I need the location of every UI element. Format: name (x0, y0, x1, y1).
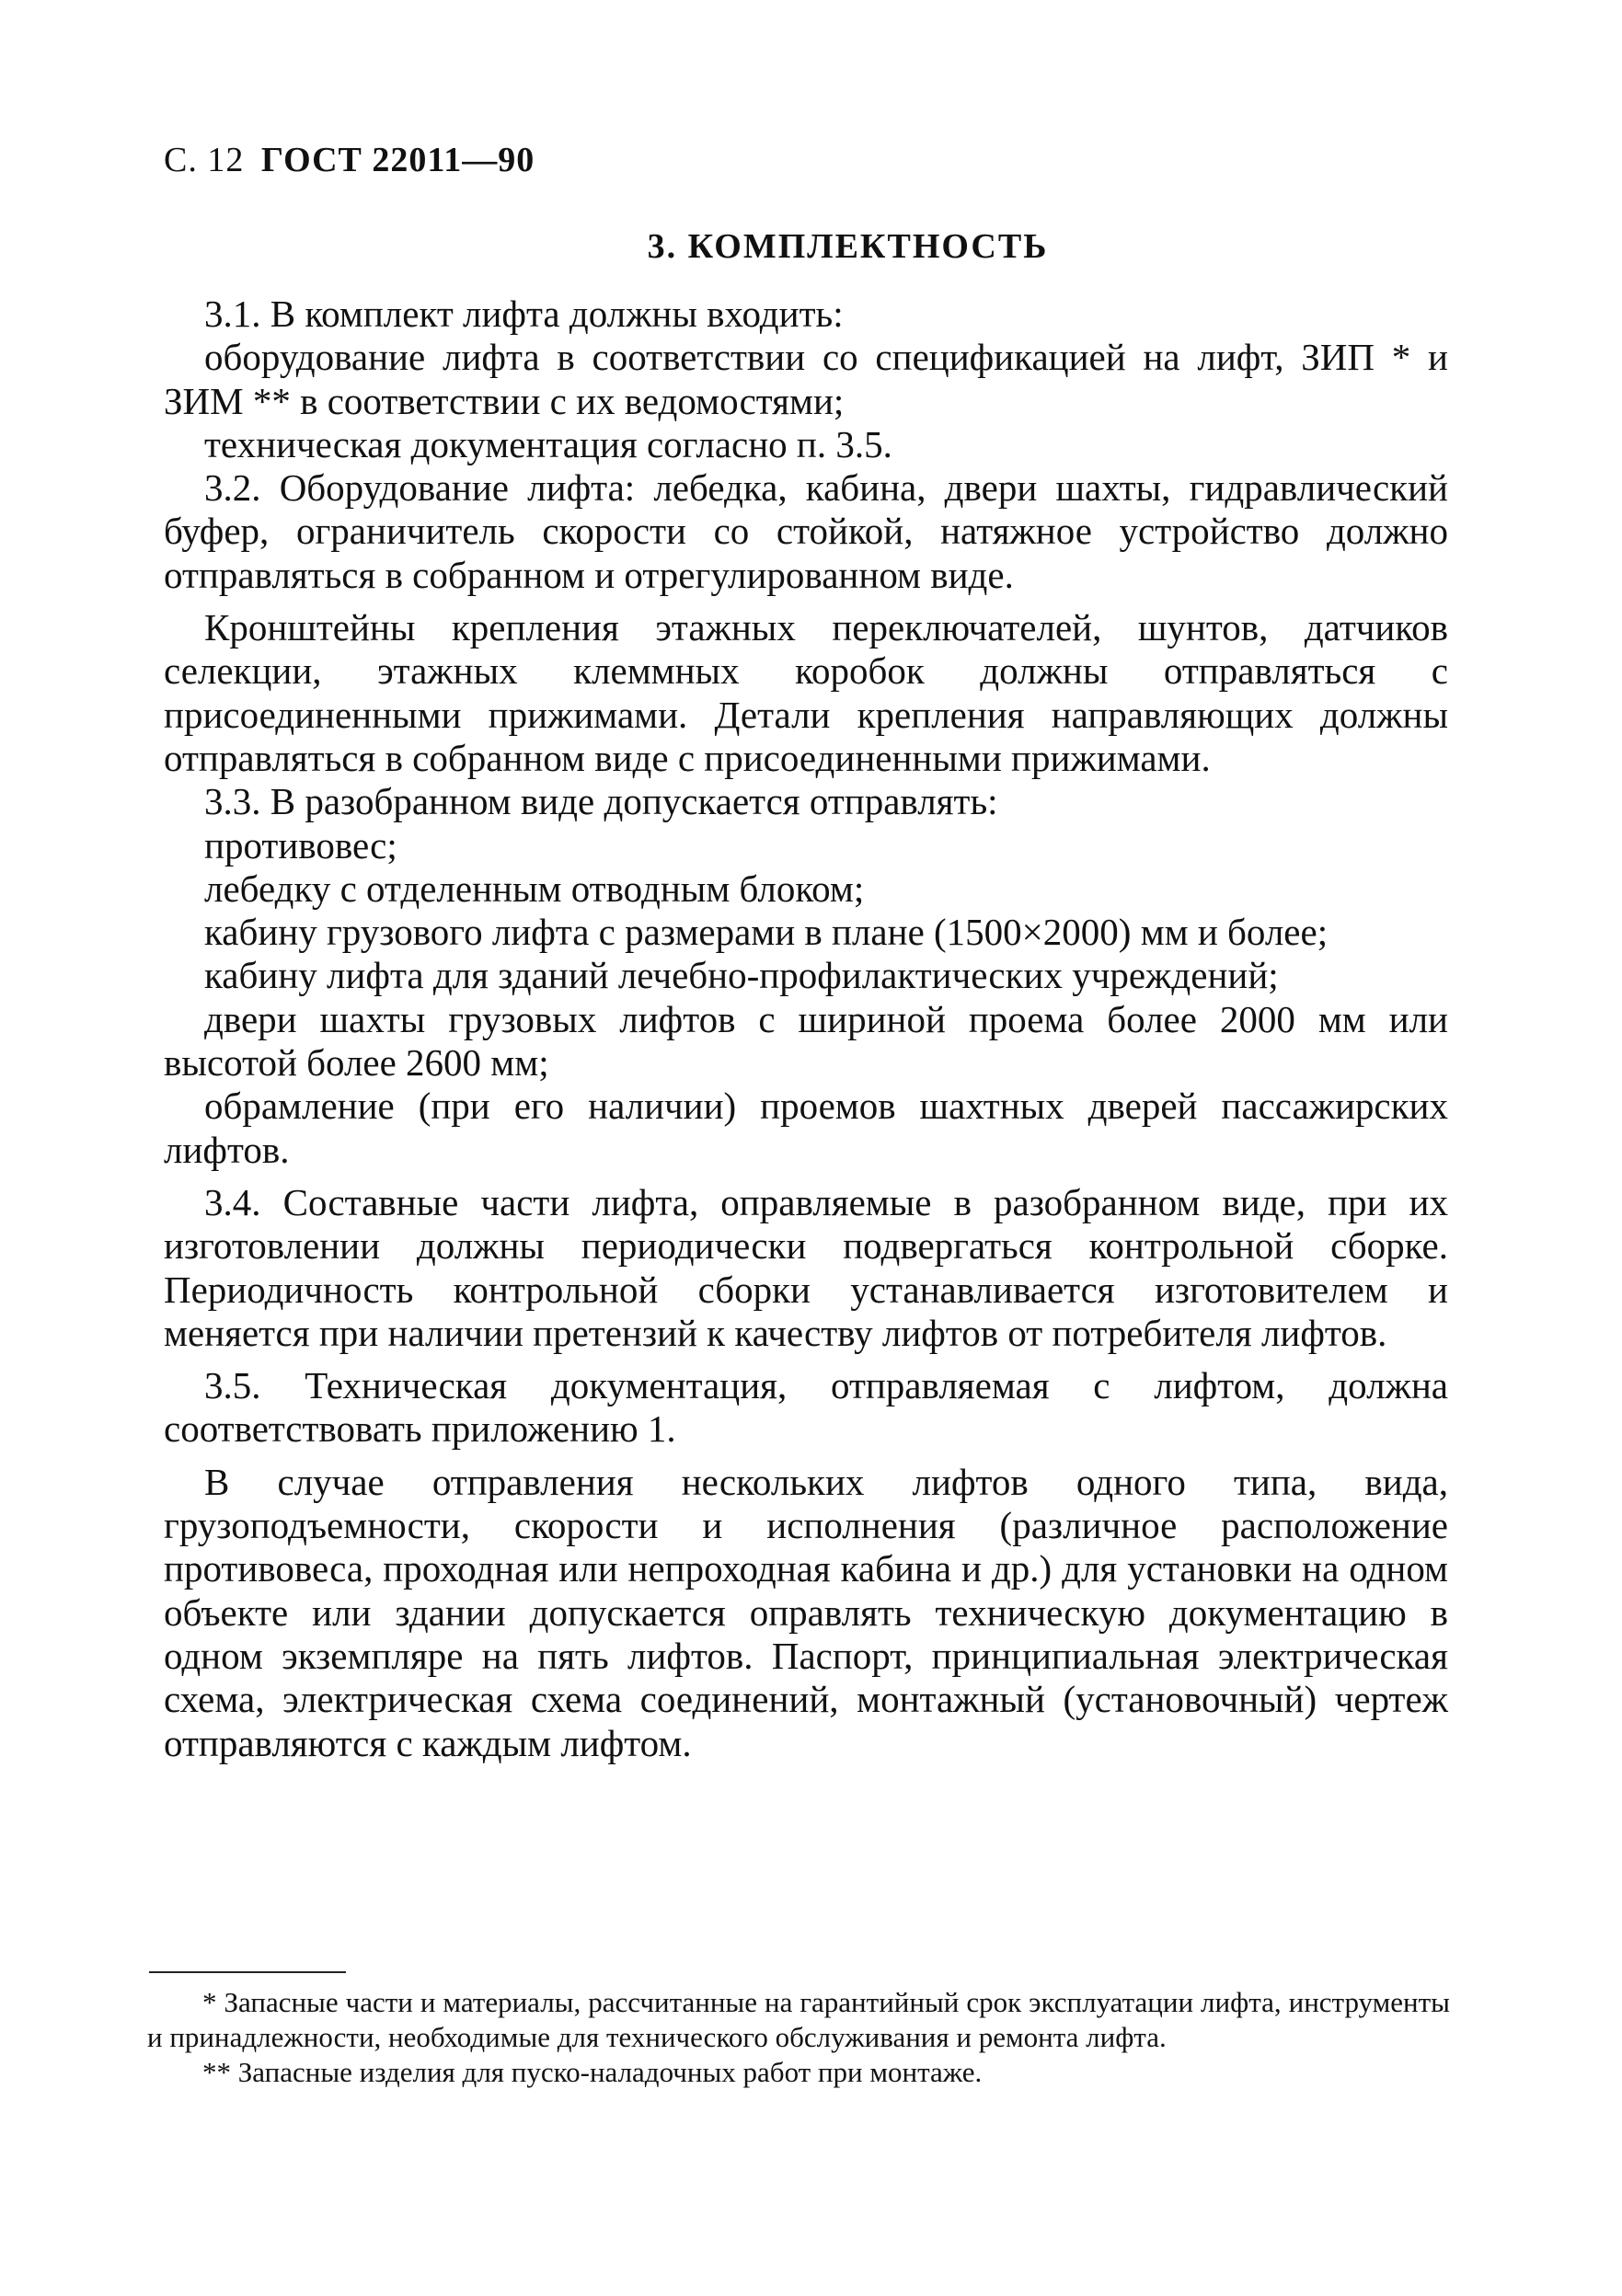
paragraph-3-3-item: обрамление (при его наличии) проемов шахтных дверей пассажирских лифтов. (164, 1085, 1448, 1171)
page-header (164, 140, 535, 180)
footnotes (147, 1985, 1450, 2090)
footnote-zip: * Запасные части и материалы, рассчитанные на гарантийный срок эксплуатации лифта, инструменты и принадлежности, необходимые для технического обслуживания и ремонта лифта. (147, 1986, 1450, 2053)
paragraph-3-3-item: противовес; (204, 823, 397, 867)
paragraph-3-4: 3.4. Составные части лифта, оправляемые в разобранном виде, при их изготовлении должны периодически подвергаться контрольной сборке. Периодичность контрольной сборки устанавливается изготовителем и меняется при наличии претензий к качеству лифтов от потребителя лифтов. (164, 1180, 1448, 1354)
page-number: С. 12 (164, 141, 245, 179)
paragraph-3-5: 3.5. Техническая документация, отправляемая с лифтом, должна соответствовать приложению 1. (164, 1364, 1448, 1451)
paragraph-3-3-item: кабину лифта для зданий лечебно-профилактических учреждений; (204, 954, 1279, 997)
paragraph-3-3-item: кабину грузового лифта с размерами в плане (1500×2000) мм и более; (204, 911, 1329, 954)
section-title: 3. КОМПЛЕКТНОСТЬ (647, 227, 1049, 266)
footnote-divider (149, 1971, 346, 1973)
paragraph-3-1-item: оборудование лифта в соответствии со спецификацией на лифт, ЗИП * и ЗИМ ** в соответствии с их ведомостями; (164, 336, 1448, 422)
paragraph-3-2: 3.2. Оборудование лифта: лебедка, кабина, двери шахты, гидравлический буфер, ограничитель скорости со стойкой, натяжное устройство должно отправляться в собранном и отрегулированном виде. (164, 466, 1448, 596)
paragraph-3-2-brackets: Кронштейны крепления этажных переключателей, шунтов, датчиков селекции, этажных клеммных коробок должны отправляться с присоединенными прижимами. Детали крепления направляющих должны отправляться в собранном виде с присоединенными прижимами. (164, 606, 1448, 779)
paragraph-3-3-item: лебедку с отделенным отводным блоком; (204, 867, 865, 910)
section-body (164, 293, 1448, 1765)
standard-designation: ГОСТ 22011—90 (260, 141, 535, 179)
footnote-zim: ** Запасные изделия для пуско-наладочных работ при монтаже. (202, 2056, 983, 2088)
paragraph-3-1-item: техническая документация согласно п. 3.5. (204, 422, 892, 465)
paragraph-3-3-item: двери шахты грузовых лифтов с шириной проема более 2000 мм или высотой более 2600 мм; (164, 997, 1448, 1085)
paragraph-3-1: 3.1. В комплект лифта должны входить: (204, 293, 844, 335)
paragraph-3-3: 3.3. В разобранном виде допускается отправлять: (204, 780, 998, 823)
paragraph-3-5-multiple-lifts: В случае отправления нескольких лифтов одного типа, вида, грузоподъемности, скорости и исполнения (различное расположение противовеса, проходная или непроходная кабина и др.) для установки на одном объекте или здании допускается оправлять техническую документацию в одном экземпляре на пять лифтов. Паспорт, принципиальная электрическая схема, электрическая схема соединений, монтажный (установочный) чертеж отправляются с каждым лифтом. (164, 1460, 1448, 1764)
